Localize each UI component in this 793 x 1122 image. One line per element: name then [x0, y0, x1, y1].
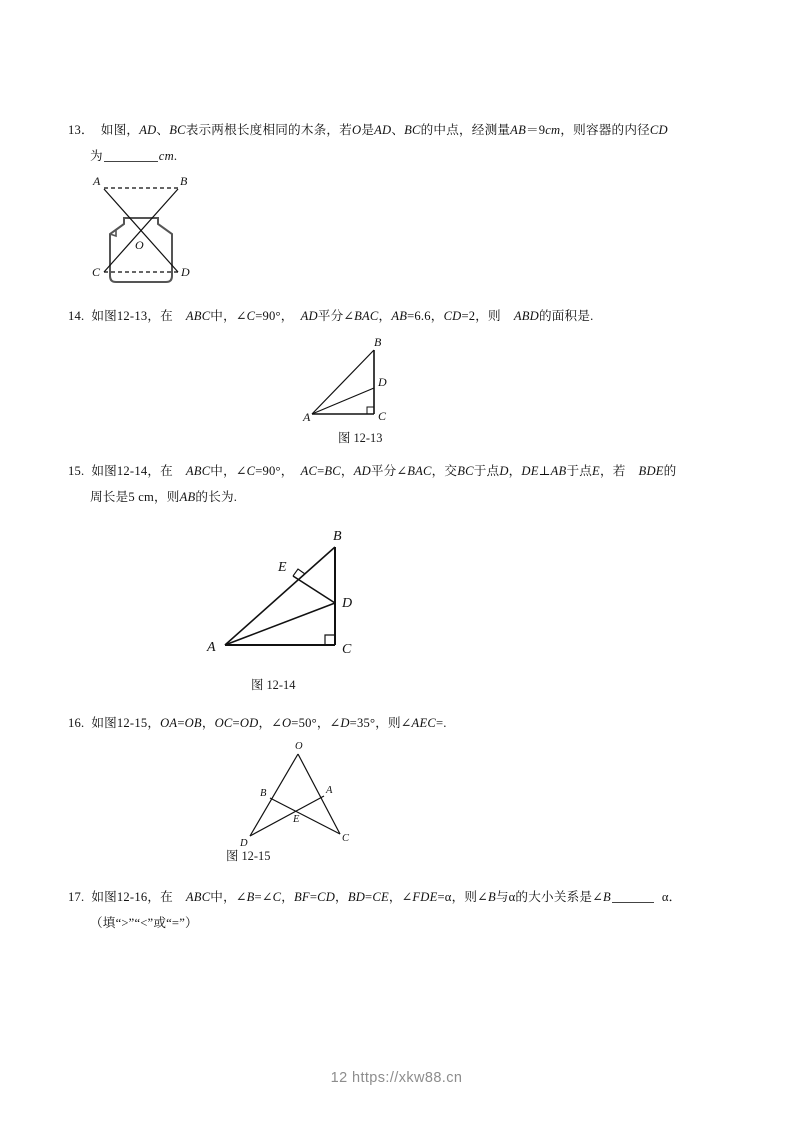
q13-var-cd: CD — [649, 123, 668, 137]
q15-text-9: ， — [508, 464, 522, 478]
q13-text-9: 为 — [90, 149, 103, 163]
segment-ad — [312, 388, 374, 414]
figure-12-14-svg — [205, 525, 405, 675]
q16-text-2: = — [177, 716, 185, 730]
q15-number: 15. — [68, 464, 85, 478]
q16-var-d: D — [340, 716, 350, 730]
q17-answer-blank[interactable] — [612, 890, 654, 903]
q17-var-cd: CD — [317, 890, 336, 904]
q17-number: 17. — [68, 890, 85, 904]
q17-var-bd: BD — [347, 890, 366, 904]
question-15 — [68, 458, 768, 510]
question-17-line-2 — [68, 910, 768, 936]
figure-12-13-caption: 图 12-13 — [338, 431, 383, 445]
q15-text-13: 的 — [663, 464, 677, 478]
q13-text-1: 如图， — [100, 123, 140, 137]
q17-var-ce: CE — [372, 890, 389, 904]
q15-var-bc-1: BC — [324, 464, 341, 478]
q15-var-e: E — [592, 464, 600, 478]
page-footer: 12 https://xkw88.cn — [330, 1070, 463, 1086]
q16-var-o: O — [281, 716, 292, 730]
label-c: C — [92, 265, 101, 279]
segment-ab — [312, 350, 374, 414]
q15-text-1: 如图12-14，在 — [91, 464, 173, 478]
q14-var-abc: ABC — [185, 309, 211, 323]
q15-text-6: 平分∠ — [370, 464, 408, 478]
q16-text-7: =35°，则∠ — [349, 716, 412, 730]
label-e: E — [278, 560, 287, 575]
q17-text-3: =∠ — [254, 890, 273, 904]
q17-text-5: = — [309, 890, 318, 904]
q13-var-bc-2: BC — [404, 123, 421, 137]
q16-var-ob: OB — [184, 716, 202, 730]
question-14-line-1 — [68, 303, 758, 329]
q15-text-14: 周长是5 cm，则 — [90, 490, 180, 504]
figure-12-14-caption: 图 12-14 — [251, 678, 296, 692]
label-b: B — [333, 529, 342, 544]
q15-text-12: ，若 — [599, 464, 626, 478]
q15-text-11: 于点 — [566, 464, 593, 478]
q17-text-11: α． — [661, 890, 682, 904]
container-shoulder-notch — [110, 224, 124, 236]
q15-var-d: D — [499, 464, 509, 478]
q13-var-bc-1: BC — [169, 123, 186, 137]
label-d: D — [181, 265, 190, 279]
q15-text-3: =90°， — [255, 464, 294, 478]
figure-12-15 — [226, 738, 378, 863]
segment-bc — [270, 798, 340, 834]
q16-text-1: 如图12-15， — [91, 716, 161, 730]
q14-var-cd: CD — [443, 309, 462, 323]
q14-text-6: =6.6， — [407, 309, 444, 323]
q15-var-ab-1: AB — [550, 464, 567, 478]
q14-var-ad: AD — [300, 309, 318, 323]
figure-12-15-caption: 图 12-15 — [226, 849, 271, 863]
q13-var-o: O — [352, 123, 362, 137]
q15-var-bde: BDE — [638, 464, 664, 478]
q14-text-2: 中，∠ — [210, 309, 247, 323]
q13-text-7: ＝9 — [525, 123, 546, 137]
figure-13-svg — [80, 172, 210, 284]
q17-text-4: ， — [281, 890, 295, 904]
question-17-line-1 — [68, 884, 768, 910]
right-angle-mark-c — [325, 635, 335, 645]
figure-13 — [80, 172, 210, 284]
q15-var-de: DE — [521, 464, 539, 478]
label-b: B — [374, 335, 382, 349]
q14-var-abd: ABD — [513, 309, 539, 323]
figure-12-14 — [205, 525, 405, 692]
q16-text-5: ，∠ — [258, 716, 282, 730]
label-a: A — [207, 640, 216, 655]
q15-text-10: ⊥ — [538, 464, 551, 478]
q15-var-ac: AC — [300, 464, 318, 478]
q14-var-bac: BAC — [354, 309, 379, 323]
q14-text-5: ， — [378, 309, 392, 323]
q17-text-10: 与α的大小关系是∠ — [495, 890, 603, 904]
q17-var-b-1: B — [246, 890, 255, 904]
q17-text-7: = — [365, 890, 373, 904]
q17-var-fde: FDE — [412, 890, 438, 904]
q16-text-3: ， — [201, 716, 215, 730]
question-17 — [68, 884, 768, 936]
q13-text-4: 是 — [361, 123, 375, 137]
label-a: A — [326, 785, 333, 796]
figure-12-13 — [302, 335, 412, 445]
q13-unit-cm-1: cm — [545, 123, 561, 137]
label-b: B — [260, 788, 267, 799]
q14-var-c: C — [246, 309, 256, 323]
right-angle-mark-c — [367, 407, 374, 414]
q13-text-6: 的中点，经测量 — [420, 123, 511, 137]
segment-de — [293, 576, 335, 603]
q17-var-bf: BF — [294, 890, 310, 904]
label-a: A — [303, 410, 311, 424]
q15-var-ab-2: AB — [179, 490, 196, 504]
q13-number: 13． — [68, 123, 94, 137]
q13-text-5: 、 — [391, 123, 405, 137]
q17-text-9: =α，则∠ — [437, 890, 488, 904]
q16-text-8: =. — [435, 716, 447, 730]
q15-var-ad: AD — [353, 464, 371, 478]
q13-var-ad-1: AD — [139, 123, 157, 137]
q14-text-3: =90°， — [255, 309, 294, 323]
q13-text-8: ，则容器的内径 — [560, 123, 650, 137]
figure-12-15-svg — [238, 738, 378, 850]
q16-text-6: =50°，∠ — [291, 716, 341, 730]
label-e: E — [293, 814, 300, 825]
q17-var-b-2: B — [487, 890, 496, 904]
question-15-line-1 — [68, 458, 768, 484]
q17-text-1: 如图12-16，在 — [91, 890, 173, 904]
question-14 — [68, 303, 758, 329]
q15-var-c: C — [246, 464, 256, 478]
q14-text-4: 平分∠ — [317, 309, 355, 323]
q13-text-3: 表示两根长度相同的木条，若 — [185, 123, 353, 137]
label-d: D — [342, 596, 353, 611]
question-13-line-1 — [68, 117, 758, 143]
q17-var-abc: ABC — [185, 890, 211, 904]
label-o: O — [135, 238, 144, 252]
q17-text-2: 中，∠ — [210, 890, 247, 904]
q16-var-aec: AEC — [411, 716, 436, 730]
q17-text-8: ，∠ — [388, 890, 413, 904]
q15-text-4: = — [317, 464, 325, 478]
q13-text-2: 、 — [156, 123, 170, 137]
q14-text-8: 的面积是. — [538, 309, 594, 323]
segment-oc — [298, 754, 340, 834]
q15-var-bc-2: BC — [457, 464, 474, 478]
label-o: O — [295, 741, 303, 752]
q13-unit-cm-2: cm — [158, 149, 174, 163]
q17-text-6: ， — [335, 890, 348, 904]
q17-var-c: C — [272, 890, 282, 904]
question-13 — [68, 117, 758, 169]
q15-text-8: 于点 — [473, 464, 500, 478]
question-16 — [68, 710, 758, 736]
question-13-line-2 — [68, 143, 758, 169]
q17-text-12: （填“>”“<”或“=”） — [90, 916, 198, 930]
q13-text-10: . — [173, 149, 178, 163]
question-16-line-1 — [68, 710, 758, 736]
label-c: C — [342, 642, 352, 657]
q15-var-abc: ABC — [185, 464, 211, 478]
q15-text-7: ，交 — [431, 464, 458, 478]
q14-var-ab: AB — [391, 309, 408, 323]
question-15-line-2 — [68, 484, 768, 510]
q14-text-7: =2，则 — [461, 309, 501, 323]
label-d: D — [378, 375, 387, 389]
q16-text-4: = — [232, 716, 240, 730]
q16-var-od: OD — [239, 716, 259, 730]
q15-text-15: 的长为. — [195, 490, 238, 504]
label-c: C — [342, 833, 350, 844]
q16-var-oc: OC — [214, 716, 233, 730]
label-d: D — [240, 838, 248, 849]
label-a: A — [93, 174, 101, 188]
segment-ad — [225, 603, 335, 645]
q13-var-ab: AB — [510, 123, 526, 137]
label-b: B — [180, 174, 188, 188]
q15-text-5: ， — [340, 464, 354, 478]
q14-number: 14. — [68, 309, 85, 323]
q13-var-ad-2: AD — [374, 123, 392, 137]
label-c: C — [378, 409, 387, 423]
figure-12-13-svg — [302, 336, 412, 426]
q16-number: 16. — [68, 716, 85, 730]
q15-var-bac: BAC — [407, 464, 432, 478]
q17-var-b-3: B — [602, 890, 611, 904]
q14-text-1: 如图12-13，在 — [91, 309, 173, 323]
q13-answer-blank[interactable] — [104, 149, 158, 162]
q15-text-2: 中，∠ — [210, 464, 247, 478]
q16-var-oa: OA — [160, 716, 178, 730]
